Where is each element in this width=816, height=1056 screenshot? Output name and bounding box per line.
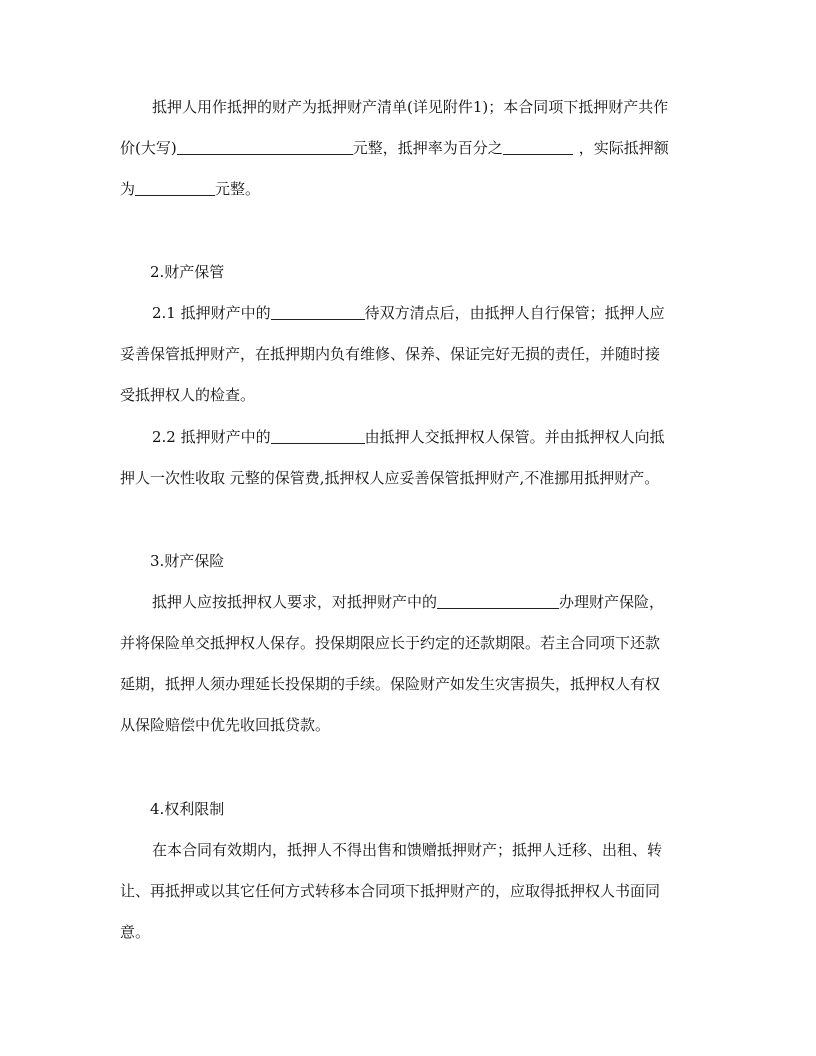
paragraph-restrictions	[120, 830, 700, 953]
fill-blank-self-kept-property[interactable]	[271, 301, 365, 320]
text-line	[120, 169, 700, 210]
text-segment: 办理财产保险，	[559, 593, 665, 611]
text-line: 抵押人用作抵押的财产为抵押财产清单(详见附件1)；本合同项下抵押财产共作	[152, 98, 669, 116]
text-line: 妥善保管抵押财产，在抵押期内负有维修、保养、保证完好无损的责任，并随时接	[120, 345, 661, 363]
paragraph-insurance	[120, 582, 700, 746]
paragraph-custody-2-1	[120, 293, 700, 416]
text-line	[120, 293, 700, 334]
text-line: 让、再抵押或以其它任何方式转移本合同项下抵押财产的，应取得抵押权人书面同	[120, 882, 661, 900]
fill-blank-actual-amount[interactable]	[135, 177, 215, 196]
section-heading-custody: 2.财产保管	[150, 263, 225, 281]
text-segment: 抵押人应按抵押权人要求，对抵押财产中的	[152, 593, 438, 611]
fill-blank-insured-property[interactable]	[437, 590, 559, 609]
section-heading-restrictions: 4.权利限制	[150, 800, 225, 818]
text-segment: 元整。	[215, 180, 261, 198]
text-line: 押人一次性收取 元整的保管费,抵押权人应妥善保管抵押财产,不准挪用抵押财产。	[120, 469, 660, 487]
text-segment: ，实际抵押额	[578, 139, 669, 157]
paragraph-collateral-value	[120, 87, 700, 210]
text-segment: 价(大写)	[120, 139, 177, 157]
text-segment: 由抵押人交抵押权人保管。并由抵押权人向抵	[364, 428, 665, 446]
section-heading-insurance: 3.财产保险	[150, 552, 225, 570]
text-segment: 为	[120, 180, 136, 198]
text-line: 从保险赔偿中优先收回抵贷款。	[120, 716, 331, 734]
text-line	[120, 417, 700, 458]
text-line: 并将保险单交抵押权人保存。投保期限应长于约定的还款期限。若主合同项下还款	[120, 634, 661, 652]
fill-blank-delivered-property[interactable]	[271, 425, 365, 444]
text-segment: 元整，抵押率为百分之	[352, 139, 503, 157]
text-segment: 2.1 抵押财产中的	[152, 304, 271, 322]
text-segment: 待双方清点后，由抵押人自行保管；抵押人应	[364, 304, 665, 322]
text-line: 受抵押权人的检查。	[120, 386, 256, 404]
fill-blank-mortgage-rate[interactable]	[503, 136, 573, 155]
text-line: 在本合同有效期内，抵押人不得出售和馈赠抵押财产；抵押人迁移、出租、转	[152, 841, 663, 859]
paragraph-custody-2-2	[120, 417, 700, 499]
text-segment: 2.2 抵押财产中的	[152, 428, 271, 446]
text-line: 延期，抵押人须办理延长投保期的手续。保险财产如发生灾害损失，抵押权人有权	[120, 675, 661, 693]
text-line: 意。	[120, 923, 151, 941]
text-line	[120, 128, 700, 169]
text-line	[120, 582, 700, 623]
fill-blank-total-value[interactable]	[177, 136, 353, 155]
